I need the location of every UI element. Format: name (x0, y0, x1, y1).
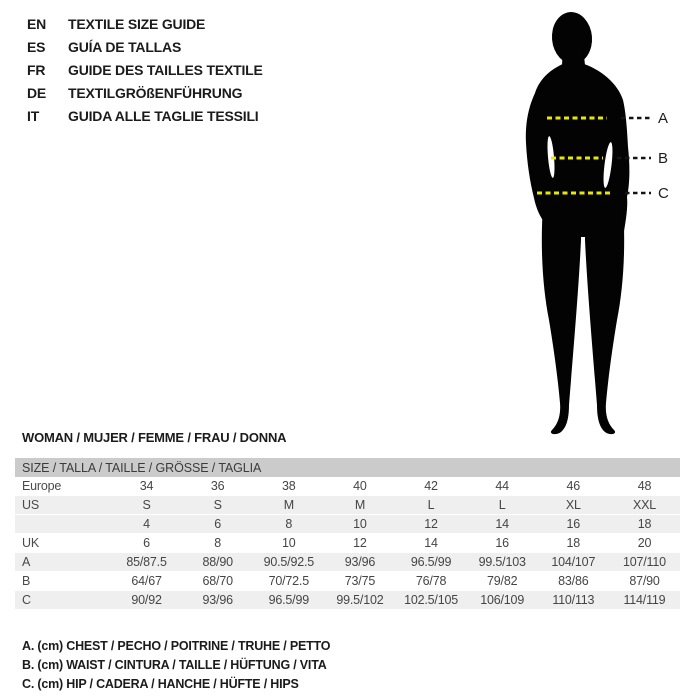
size-value-cell: 48 (609, 477, 680, 496)
size-value-cell: 76/78 (396, 572, 467, 591)
size-value-cell: S (111, 496, 182, 515)
size-value-cell: 96.5/99 (396, 553, 467, 572)
language-row (27, 13, 263, 36)
size-value-cell: 44 (467, 477, 538, 496)
table-row (15, 572, 680, 591)
table-row (15, 477, 680, 496)
size-table-header-row (15, 458, 680, 477)
size-value-cell: 16 (538, 515, 609, 534)
size-table (15, 458, 680, 610)
size-value-cell: 90.5/92.5 (253, 553, 324, 572)
size-value-cell: 79/82 (467, 572, 538, 591)
size-value-cell: 6 (182, 515, 253, 534)
table-row (15, 496, 680, 515)
size-table-header: SIZE / TALLA / TAILLE / GRÖSSE / TAGLIA (15, 458, 680, 477)
language-title-list (27, 13, 263, 128)
size-value-cell: 20 (609, 534, 680, 553)
size-value-cell: 64/67 (111, 572, 182, 591)
language-row (27, 36, 263, 59)
measurement-figure (495, 5, 695, 435)
row-label-cell: Europe (15, 477, 111, 496)
size-value-cell: 99.5/102 (324, 591, 395, 610)
size-value-cell: 99.5/103 (467, 553, 538, 572)
row-label-cell (15, 515, 111, 534)
size-value-cell: M (324, 496, 395, 515)
size-value-cell: 6 (111, 534, 182, 553)
size-value-cell: 88/90 (182, 553, 253, 572)
size-value-cell: 104/107 (538, 553, 609, 572)
size-value-cell: 14 (467, 515, 538, 534)
row-label-cell: US (15, 496, 111, 515)
size-value-cell: 83/86 (538, 572, 609, 591)
language-title: TEXTILE SIZE GUIDE (68, 16, 206, 32)
table-row (15, 515, 680, 534)
row-label-cell: UK (15, 534, 111, 553)
measurement-legend (22, 637, 330, 694)
marker-b-label: B (658, 150, 669, 167)
legend-item: C. (cm) HIP / CADERA / HANCHE / HÜFTE / HIPS (22, 677, 299, 691)
woman-silhouette-icon (495, 5, 695, 435)
size-value-cell: L (467, 496, 538, 515)
language-code: EN (27, 16, 47, 32)
legend-item: B. (cm) WAIST / CINTURA / TAILLE / HÜFTUNG / VITA (22, 658, 327, 672)
language-code: DE (27, 85, 47, 101)
size-value-cell: 42 (396, 477, 467, 496)
size-value-cell: 102.5/105 (396, 591, 467, 610)
size-value-cell: 18 (609, 515, 680, 534)
size-value-cell: 85/87.5 (111, 553, 182, 572)
size-value-cell: 18 (538, 534, 609, 553)
row-label-cell: A (15, 553, 111, 572)
size-value-cell: 73/75 (324, 572, 395, 591)
table-row (15, 534, 680, 553)
language-title: GUIDA ALLE TAGLIE TESSILI (68, 108, 259, 124)
size-value-cell: 93/96 (324, 553, 395, 572)
size-value-cell: 16 (467, 534, 538, 553)
marker-c-label: C (658, 185, 669, 202)
size-value-cell: 8 (182, 534, 253, 553)
size-value-cell: 10 (324, 515, 395, 534)
row-label-cell: B (15, 572, 111, 591)
language-row (27, 105, 263, 128)
table-row (15, 553, 680, 572)
language-title: GUIDE DES TAILLES TEXTILE (68, 62, 263, 78)
size-value-cell: 68/70 (182, 572, 253, 591)
size-value-cell: 34 (111, 477, 182, 496)
size-value-cell: 110/113 (538, 591, 609, 610)
language-row (27, 59, 263, 82)
size-value-cell: 87/90 (609, 572, 680, 591)
size-value-cell: 38 (253, 477, 324, 496)
size-value-cell: 14 (396, 534, 467, 553)
row-label-cell: C (15, 591, 111, 610)
size-value-cell: 90/92 (111, 591, 182, 610)
language-code: ES (27, 39, 46, 55)
size-value-cell: 107/110 (609, 553, 680, 572)
size-value-cell: 8 (253, 515, 324, 534)
size-value-cell: 96.5/99 (253, 591, 324, 610)
size-value-cell: 46 (538, 477, 609, 496)
size-value-cell: 4 (111, 515, 182, 534)
size-value-cell: XXL (609, 496, 680, 515)
size-value-cell: 93/96 (182, 591, 253, 610)
language-title: TEXTILGRÖßENFÜHRUNG (68, 85, 243, 101)
size-value-cell: M (253, 496, 324, 515)
size-value-cell: S (182, 496, 253, 515)
size-value-cell: L (396, 496, 467, 515)
language-title: GUÍA DE TALLAS (68, 39, 182, 55)
size-value-cell: 36 (182, 477, 253, 496)
table-row (15, 591, 680, 610)
size-value-cell: 12 (324, 534, 395, 553)
size-value-cell: 40 (324, 477, 395, 496)
gender-heading: WOMAN / MUJER / FEMME / FRAU / DONNA (22, 430, 287, 445)
size-value-cell: 106/109 (467, 591, 538, 610)
legend-item: A. (cm) CHEST / PECHO / POITRINE / TRUHE / PETTO (22, 639, 331, 653)
language-code: FR (27, 62, 46, 78)
size-value-cell: 70/72.5 (253, 572, 324, 591)
size-value-cell: 12 (396, 515, 467, 534)
size-value-cell: 114/119 (609, 591, 680, 610)
size-value-cell: XL (538, 496, 609, 515)
marker-a-label: A (658, 110, 669, 127)
language-code: IT (27, 108, 40, 124)
size-value-cell: 10 (253, 534, 324, 553)
language-row (27, 82, 263, 105)
